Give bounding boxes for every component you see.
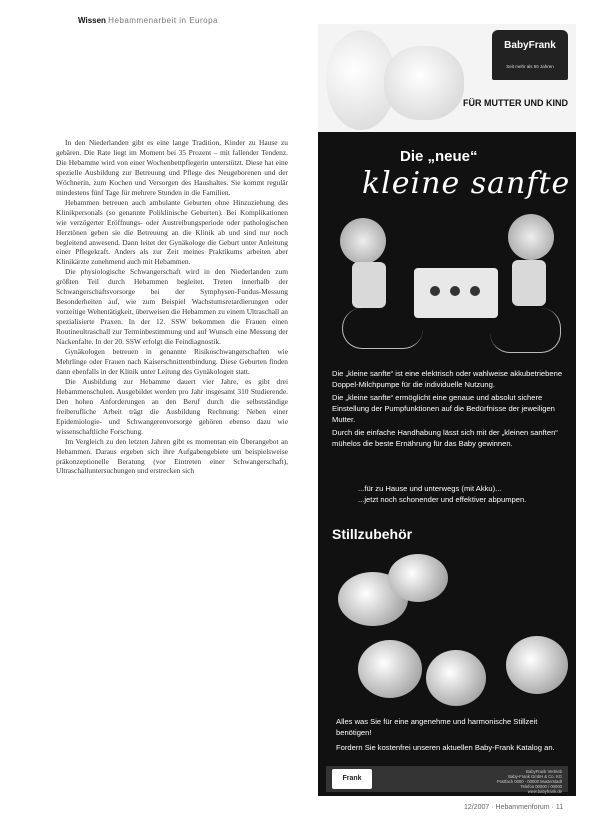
contact-line: BabyFrank Vertrieb bbox=[526, 769, 562, 774]
ad-contact-box bbox=[326, 766, 568, 792]
ad-quote-line: ...für zu Hause und unterwegs (mit Akku)... bbox=[358, 484, 502, 493]
section-label: Wissen bbox=[78, 16, 106, 25]
pump-cup-left bbox=[340, 218, 386, 264]
pump-tube bbox=[342, 308, 423, 349]
brand-logo-subtext: Seit mehr als 50 Jahren bbox=[506, 64, 554, 69]
brand-logo bbox=[492, 30, 568, 80]
breast-pad-image bbox=[358, 640, 422, 698]
ad-title: Die „neue“ bbox=[400, 148, 478, 165]
ad-section-title: Stillzubehör bbox=[332, 526, 413, 542]
breast-pad-image bbox=[426, 650, 486, 706]
pump-knob bbox=[470, 286, 480, 296]
pump-knob bbox=[430, 286, 440, 296]
brand-logo-text: BabyFrank bbox=[504, 40, 556, 51]
page-footer: 12/2007 · Hebammenforum · 11 bbox=[464, 804, 564, 811]
ad-description-paragraph: Durch die einfache Handhabung lässt sich mit der „kleinen sanften“ mühelos die beste Ernährung für das Baby gewinnen. bbox=[332, 428, 558, 448]
contact-line: Baby-Frank GmbH & Co. KG bbox=[508, 774, 562, 779]
company-contact-info bbox=[392, 769, 562, 794]
advertisement bbox=[318, 24, 576, 796]
ad-description-paragraph: Die „kleine sanfte“ ist eine elektrisch oder wahlweise akkubetriebene Doppel-Milchpumpe für die individuelle Nutzung. bbox=[332, 369, 563, 389]
ad-product-name: kleine sanfte bbox=[362, 166, 571, 201]
breast-pump-image bbox=[332, 212, 562, 362]
ad-description bbox=[332, 368, 564, 451]
page-header bbox=[78, 16, 218, 25]
ad-bottom-paragraph: Fordern Sie kostenfrei unseren aktuellen Baby-Frank Katalog an. bbox=[336, 743, 555, 752]
article-paragraph: Die physiologische Schwangerschaft wird in den Niederlanden zum größten Teil durch Hebammen begleitet. Treten innerhalb der Schwangerschaftsvorsorge bei der Symphysen-Fundus-Messung Besonderheiten auf, wie zum Beispiel Wachstumsretardierungen oder vorzeitige Wehentätigkeit, überweisen die Hebammen zu einem Ultraschall an spezialisierte Praxen. In der 12. SSW bekommen die Frauen einen Routineultraschall zur Terminbestimmung und auf Wunsch eine Messung der Nackenfalte. In der 20. SSW erfolgt die Feindiagnostik. bbox=[56, 267, 288, 347]
ad-quote bbox=[358, 483, 568, 505]
pump-knob bbox=[450, 286, 460, 296]
mother-baby-photo bbox=[318, 24, 576, 132]
breast-shell-image bbox=[506, 636, 568, 694]
section-subtitle: Hebammenarbeit in Europa bbox=[108, 16, 219, 25]
article-body bbox=[56, 138, 288, 476]
ad-quote-line: ...jetzt noch schonender und effektiver abpumpen. bbox=[358, 495, 527, 504]
contact-line: Telefon 00000 / 00000 bbox=[520, 784, 562, 789]
article-paragraph: Gynäkologen betreuen in genannte Risikoschwangerschaften wie Mehrlinge oder Frauen nach Kaiserschnittentbindung. Diese Geburten finden dann ebenfalls in der Klinik unter Leitung des Gynäkologen statt. bbox=[56, 347, 288, 376]
baby-image bbox=[384, 46, 464, 120]
pump-device bbox=[414, 268, 498, 318]
article-paragraph: Die Ausbildung zur Hebamme dauert vier Jahre, es gibt drei Hebammenschulen. Ausgebildet werden pro Jahr insgesamt 310 Studierende. Den hohen Anforderungen an den Beruf durch die selbstständige freiberufliche Arbeit trägt die Ausbildung Rechnung: Neben einer Epidemiologie- und Schwangerenvorsorge gehören ebenso dazu wie wissenschaftliche Forschung. bbox=[56, 376, 288, 436]
bottle-right bbox=[512, 260, 546, 306]
company-logo: Frank bbox=[332, 769, 372, 789]
article-paragraph: Hebammen betreuen auch ambulante Geburten ohne Hinzuziehung des Klinikpersonals (so genannte Poliklinische Geburten). Bei Komplikationen wie verzögerter Eröffnungs- oder Austreibungsperiode oder pathologischen Herztönen geben sie die Betreuung an die Klinik ab und sind nur noch begleitend anwesend. Dann leitet der Gynäkologe die Geburt unter Anleitung einer Pflegekraft. Anders als zur Zeit meines Praktikums arbeiten aber Klinikärzte zunehmend auch mit Hebammen. bbox=[56, 197, 288, 267]
nipple-shield-image bbox=[388, 554, 448, 602]
contact-line: Postfach 0000 · 00000 Musterstadt bbox=[496, 779, 562, 784]
pump-cup-right bbox=[508, 214, 554, 260]
article-paragraph: In den Niederlanden gibt es eine lange Tradition, Kinder zu Hause zu gebären. Die Rate liegt im Moment bei 35 Prozent – mit fallender Tendenz. Die Hebamme wird von einer Wochenbettpflegerin unterstützt. Diese hat eine spezielle Ausbildung zur Betreuung und Pflege des Neugeborenen und der Wöchnerin, zum Kochen und Versorgen des Haushaltes. Sie kommt regulär mindestens fünf Tage für mehrere Stunden in die Familien. bbox=[56, 138, 288, 197]
ad-tagline: FÜR MUTTER UND KIND bbox=[463, 98, 568, 108]
pump-tube bbox=[490, 308, 561, 353]
ad-bottom-text bbox=[336, 716, 564, 757]
contact-line: www.babyfrank.de bbox=[527, 789, 562, 794]
article-paragraph: Im Vergleich zu den letzten Jahren gibt es momentan ein Überangebot an Hebammen. Daraus ergeben sich ihre Aufgabengebiete um beispielsweise präkonzeptionelle Beratung (vor Eintreten einer Schwangerschaft), Ultraschalluntersuchungen und erstrecken sich bbox=[56, 436, 288, 476]
ad-bottom-paragraph: Alles was Sie für eine angenehme und harmonische Stillzeit benötigen! bbox=[336, 717, 538, 737]
bottle-left bbox=[352, 262, 386, 308]
ad-description-paragraph: Die „kleine sanfte“ ermöglicht eine genaue und absolut sichere Einstellung der Pumpfunktionen auf die Bedürfnisse der jeweiligen Mutter. bbox=[332, 393, 555, 424]
